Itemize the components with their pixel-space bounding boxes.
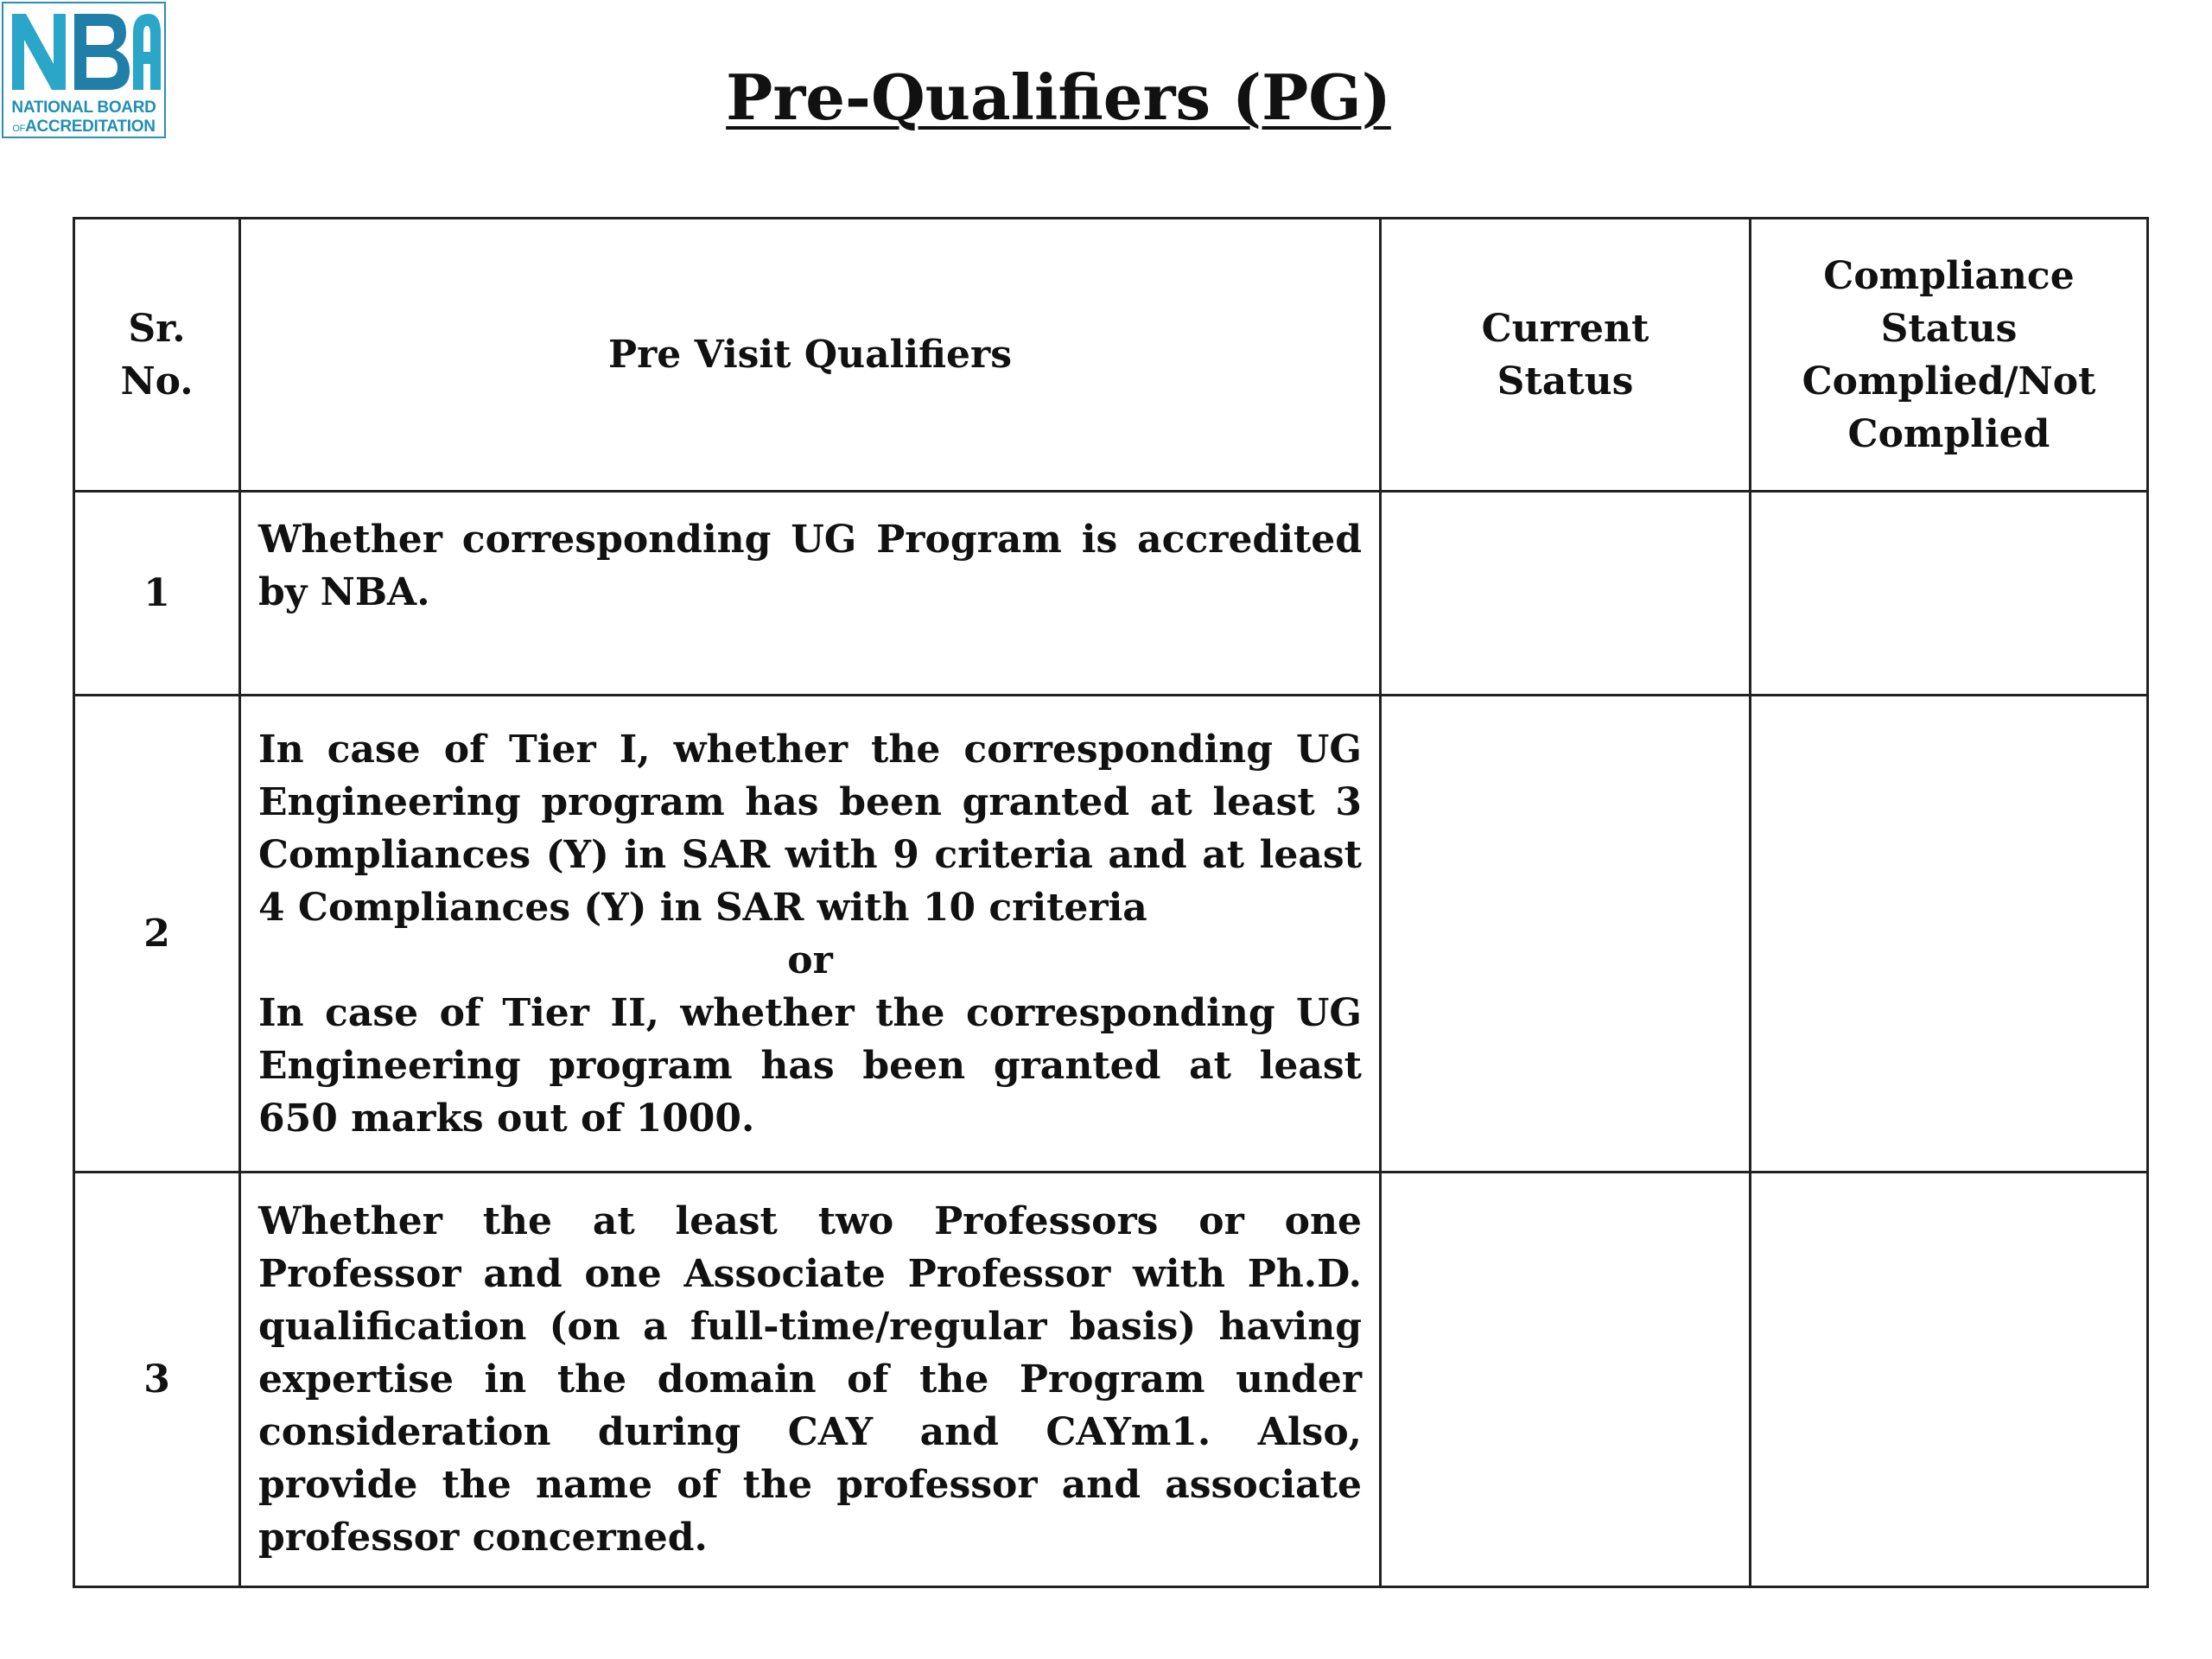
header-sr-no: Sr. No. — [74, 219, 240, 492]
logo-text-line-1: NATIONAL BOARD — [11, 99, 156, 117]
tier-1-text: In case of Tier I, whether the corresponding UG Engineering program has been granted at least 3 Compliances (Y) in SAR with 9 criteria and at least 4 Compliances (Y) in SAR with 10 criteria — [258, 727, 1362, 930]
table-header-row — [74, 219, 2148, 492]
logo-text-of: OF — [12, 124, 26, 134]
row-qualifier-text: Whether the at least two Professors or one Professor and one Associate Professor with Ph.D. qualification (on a full-time/regular basis) having expertise in the domain of the Program under consideration during CAY and CAYm1. Also, provide the name of the professor and associate professor concerned. — [240, 1173, 1381, 1587]
row-compliance-cell[interactable] — [1751, 696, 2148, 1173]
table-row — [74, 696, 2148, 1173]
header-pre-visit-qualifiers: Pre Visit Qualifiers — [240, 219, 1381, 492]
row-sr-number: 2 — [74, 696, 240, 1173]
header-compliance-status: Compliance Status Complied/Not Complied — [1751, 219, 2148, 492]
header-current-status: Current Status — [1381, 219, 1751, 492]
page-title: Pre-Qualifiers (PG) — [726, 60, 1391, 134]
pre-qualifiers-table — [73, 217, 2149, 1588]
row-compliance-cell[interactable] — [1751, 492, 2148, 696]
row-current-status-cell[interactable] — [1381, 1173, 1751, 1587]
row-sr-number: 1 — [74, 492, 240, 696]
row-compliance-cell[interactable] — [1751, 1173, 2148, 1587]
row-current-status-cell[interactable] — [1381, 492, 1751, 696]
row-qualifier-text — [240, 696, 1381, 1173]
row-sr-number: 3 — [74, 1173, 240, 1587]
row-current-status-cell[interactable] — [1381, 696, 1751, 1173]
table-row — [74, 492, 2148, 696]
row-qualifier-text: Whether corresponding UG Program is accredited by NBA. — [240, 492, 1381, 696]
logo-text-accreditation: ACCREDITATION — [25, 118, 156, 136]
or-separator: or — [787, 938, 833, 982]
tier-2-text: In case of Tier II, whether the corresponding UG Engineering program has been granted at least 650 marks out of 1000. — [258, 990, 1362, 1141]
table-row — [74, 1173, 2148, 1587]
